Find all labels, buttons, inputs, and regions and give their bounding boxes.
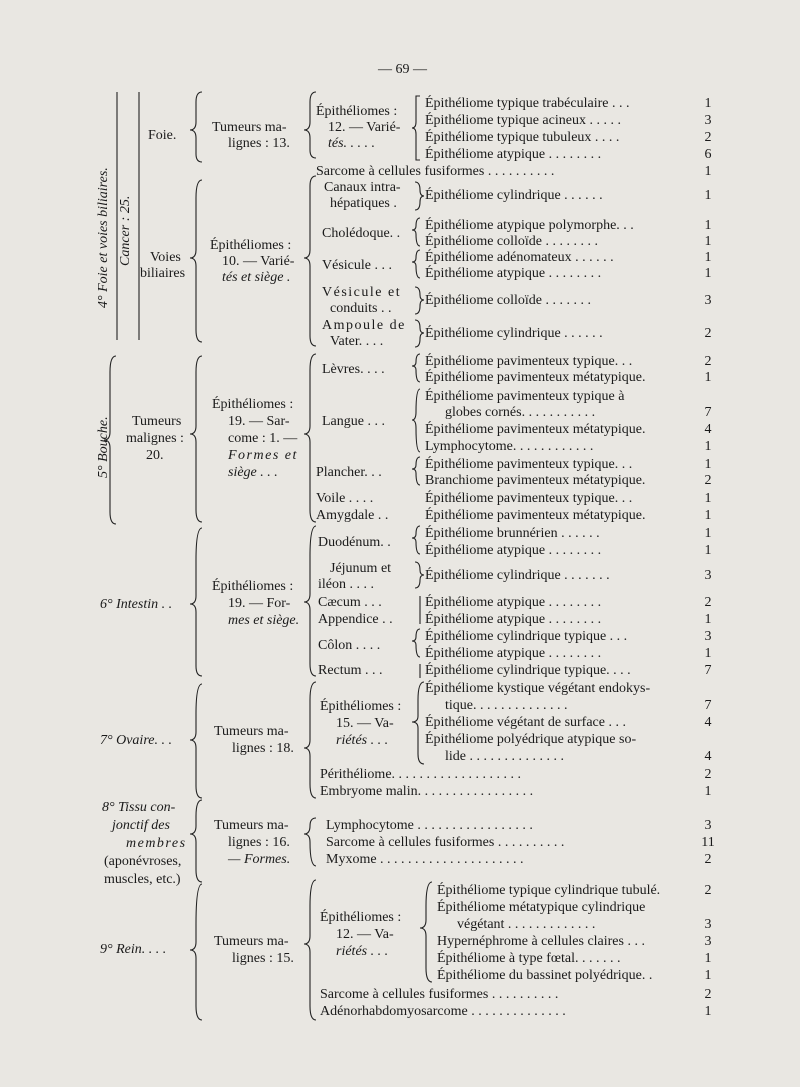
appendice-count: 1 — [704, 612, 712, 627]
intestin-epith-1: Épithéliomes : — [212, 579, 294, 594]
ovaire-tumeurs-1: Tumeurs ma- — [214, 724, 289, 739]
appendice-row: Épithéliome atypique . . . . . . . . — [425, 612, 602, 627]
foie-sarcome: Sarcome à cellules fusiformes . . . . . . . . . . — [316, 164, 555, 179]
section-title-bouche: 5° Bouche. — [96, 416, 111, 478]
amygdale-count: 1 — [704, 508, 712, 523]
plancher-count-1: 1 — [704, 457, 712, 472]
ovaire-row-5: lide . . . . . . . . . . . . . . — [445, 749, 564, 764]
tissu-row-2: Sarcome à cellules fusiformes . . . . . . . . . . — [326, 835, 565, 850]
section-title-foie: 4° Foie et voies biliaires. — [96, 167, 111, 308]
voies-epith-1: Épithéliomes : — [210, 238, 292, 253]
colon-row-1: Épithéliome cylindrique typique . . . — [425, 629, 628, 644]
vesicule-conduits-1: Vésicule et — [322, 285, 402, 300]
duodenum-count-2: 1 — [704, 543, 712, 558]
foie-count-2: 3 — [704, 113, 712, 128]
choledoque-count-1: 1 — [704, 218, 712, 233]
caecum: Cæcum . . . — [318, 595, 382, 610]
bouche-epith-4: Formes et — [228, 448, 298, 463]
ovaire-tumeurs-2: lignes : 18. — [232, 741, 294, 756]
intestin-epith-2: 19. — For- — [228, 596, 291, 611]
ampoule-2: Vater. . . . — [330, 334, 384, 349]
colon: Côlon . . . . — [318, 638, 381, 653]
vesicule-conduits-2: conduits . . — [330, 301, 392, 316]
rectum: Rectum . . . — [318, 663, 383, 678]
langue-count-2: 7 — [704, 405, 712, 420]
foie-count-1: 1 — [704, 96, 712, 111]
embryome: Embryome malin. . . . . . . . . . . . . . . . . — [320, 784, 534, 799]
voies-label-1: Voies — [150, 250, 181, 265]
canaux-2: hépatiques . — [330, 196, 397, 211]
rein-count-1: 2 — [704, 883, 712, 898]
bouche-tumeurs-3: 20. — [146, 448, 164, 463]
appendice: Appendice . . — [318, 612, 393, 627]
rein-epith-2: 12. — Va- — [336, 927, 394, 942]
foie-row-4: Épithéliome atypique . . . . . . . . — [425, 147, 602, 162]
tissu-tumeurs-2: lignes : 16. — [228, 835, 290, 850]
caecum-count: 2 — [704, 595, 712, 610]
langue-row-3: Épithéliome pavimenteux métatypique. — [425, 422, 646, 437]
plancher-row-1: Épithéliome pavimenteux typique. . . — [425, 457, 633, 472]
voies-epith-3: tés et siège . — [222, 270, 291, 285]
duodenum-count-1: 1 — [704, 526, 712, 541]
rectum-count: 7 — [704, 663, 712, 678]
amygdale: Amygdale . . — [316, 508, 389, 523]
jejunum-1: Jéjunum et — [330, 561, 392, 576]
ampoule-row: Épithéliome cylindrique . . . . . . — [425, 326, 603, 341]
vesicule-conduits-count: 3 — [704, 293, 712, 308]
langue-row-4: Lymphocytome. . . . . . . . . . . . — [425, 439, 594, 454]
ovaire-count-2: 7 — [704, 698, 712, 713]
vesicule-conduits-row: Épithéliome colloïde . . . . . . . — [425, 293, 592, 308]
choledoque-row-2: Épithéliome colloïde . . . . . . . . — [425, 234, 599, 249]
tissu-row-1: Lymphocytome . . . . . . . . . . . . . . . . . — [326, 818, 533, 833]
rein-epith-3: riétés . . . — [336, 944, 389, 959]
bouche-epith-2: 19. — Sar- — [228, 414, 290, 429]
tissu-label-3: membres — [126, 836, 187, 851]
levres-row-1: Épithéliome pavimenteux typique. . . — [425, 354, 633, 369]
ampoule-1: Ampoule de — [322, 318, 406, 333]
levres-row-2: Épithéliome pavimenteux métatypique. — [425, 370, 646, 385]
rein-row-4: Hypernéphrome à cellules claires . . . — [437, 934, 645, 949]
vesicule: Vésicule . . . — [322, 258, 392, 273]
duodenum-row-2: Épithéliome atypique . . . . . . . . — [425, 543, 602, 558]
rein-count-6: 1 — [704, 968, 712, 983]
bouche-epith-1: Épithéliomes : — [212, 397, 294, 412]
ovaire-row-2: tique. . . . . . . . . . . . . . — [445, 698, 568, 713]
ovaire-epith-2: 15. — Va- — [336, 716, 394, 731]
rein-count-4: 3 — [704, 934, 712, 949]
foie-row-1: Épithéliome typique trabéculaire . . . — [425, 96, 630, 111]
rein-row-3: végétant . . . . . . . . . . . . . — [457, 917, 596, 932]
perithéliome-count: 2 — [704, 767, 712, 782]
ovaire-row-3: Épithéliome végétant de surface . . . — [425, 715, 626, 730]
duodenum-row-1: Épithéliome brunnérien . . . . . . — [425, 526, 600, 541]
ovaire-label: 7° Ovaire. . . — [100, 733, 172, 748]
rein-sarcome-count: 2 — [704, 987, 712, 1002]
ovaire-row-1: Épithéliome kystique végétant endokys- — [425, 681, 651, 696]
bouche-epith-3: come : 1. — — [228, 431, 298, 446]
levres-count-2: 1 — [704, 370, 712, 385]
foie-count-3: 2 — [704, 130, 712, 145]
bouche-tumeurs-1: Tumeurs — [132, 414, 182, 429]
foie-epith-2: 12. — Varié- — [328, 120, 401, 135]
langue-count-3: 4 — [704, 422, 712, 437]
cancer-count: Cancer : 25. — [118, 195, 133, 266]
foie-row-3: Épithéliome typique tubuleux . . . . — [425, 130, 620, 145]
tissu-row-3: Myxome . . . . . . . . . . . . . . . . . . . . . — [326, 852, 524, 867]
choledoque: Cholédoque. . — [322, 226, 401, 241]
tissu-label-4: (aponévroses, — [104, 854, 182, 869]
voile-count: 1 — [704, 491, 712, 506]
duodenum: Duodénum. . — [318, 535, 391, 550]
rein-epith-1: Épithéliomes : — [320, 910, 402, 925]
vesicule-count-1: 1 — [704, 250, 712, 265]
choledoque-count-2: 1 — [704, 234, 712, 249]
tissu-tumeurs-3: — Formes. — [228, 852, 291, 867]
jejunum-2: iléon . . . . — [318, 577, 374, 592]
rein-label: 9° Rein. . . . — [100, 942, 167, 957]
plancher-count-2: 2 — [704, 473, 712, 488]
foie-epith-1: Épithéliomes : — [316, 104, 398, 119]
foie-tumeurs-2: lignes : 13. — [228, 136, 290, 151]
vesicule-row-2: Épithéliome atypique . . . . . . . . — [425, 266, 602, 281]
rein-row-1: Épithéliome typique cylindrique tubulé. — [437, 883, 661, 898]
tissu-label-2: jonctif des — [112, 818, 170, 833]
rein-row-6: Épithéliome du bassinet polyédrique. . — [437, 968, 653, 983]
bouche-tumeurs-2: malignes : — [126, 431, 184, 446]
voile: Voile . . . . — [316, 491, 374, 506]
foie-label: Foie. — [148, 128, 177, 143]
ovaire-count-3: 4 — [704, 715, 712, 730]
ovaire-epith-3: riétés . . . — [336, 733, 389, 748]
tissu-label-1: 8° Tissu con- — [102, 800, 176, 815]
amygdale-row: Épithéliome pavimenteux métatypique. — [425, 508, 646, 523]
tissu-label-5: muscles, etc.) — [104, 872, 181, 887]
langue-row-2: globes cornés. . . . . . . . . . . — [445, 405, 596, 420]
tissu-count-3: 2 — [704, 852, 712, 867]
vesicule-count-2: 1 — [704, 266, 712, 281]
rein-adeno: Adénorhabdomyosarcome . . . . . . . . . . . . . . — [320, 1004, 566, 1019]
colon-count-2: 1 — [704, 646, 712, 661]
foie-epith-3: tés. . . . . — [328, 136, 376, 151]
ovaire-count-5: 4 — [704, 749, 712, 764]
ampoule-count: 2 — [704, 326, 712, 341]
plancher: Plancher. . . — [316, 465, 382, 480]
canaux-count: 1 — [704, 188, 712, 203]
colon-count-1: 3 — [704, 629, 712, 644]
bouche-epith-5: siège . . . — [228, 465, 278, 480]
rectum-row: Épithéliome cylindrique typique. . . . — [425, 663, 631, 678]
rein-row-2: Épithéliome métatypique cylindrique — [437, 900, 646, 915]
ovaire-epith-1: Épithéliomes : — [320, 699, 402, 714]
levres-count-1: 2 — [704, 354, 712, 369]
plancher-row-2: Branchiome pavimenteux métatypique. — [425, 473, 646, 488]
canaux-1: Canaux intra- — [324, 180, 401, 195]
voies-epith-2: 10. — Varié- — [222, 254, 295, 269]
rein-count-3: 3 — [704, 917, 712, 932]
langue: Langue . . . — [322, 414, 385, 429]
jejunum-count: 3 — [704, 568, 712, 583]
tissu-count-1: 3 — [704, 818, 712, 833]
langue-row-1: Épithéliome pavimenteux typique à — [425, 389, 625, 404]
colon-row-2: Épithéliome atypique . . . . . . . . — [425, 646, 602, 661]
embryome-count: 1 — [704, 784, 712, 799]
foie-sarcome-count: 1 — [704, 164, 712, 179]
rein-row-5: Épithéliome à type fœtal. . . . . . . — [437, 951, 621, 966]
rein-adeno-count: 1 — [704, 1004, 712, 1019]
canaux-row: Épithéliome cylindrique . . . . . . — [425, 188, 603, 203]
rein-tumeurs-2: lignes : 15. — [232, 951, 294, 966]
foie-count-4: 6 — [704, 147, 712, 162]
vesicule-row-1: Épithéliome adénomateux . . . . . . — [425, 250, 614, 265]
jejunum-row: Épithéliome cylindrique . . . . . . . — [425, 568, 610, 583]
perithéliome: Périthéliome. . . . . . . . . . . . . . . . . . . — [320, 767, 522, 782]
rein-count-5: 1 — [704, 951, 712, 966]
rein-sarcome: Sarcome à cellules fusiformes . . . . . . . . . . — [320, 987, 559, 1002]
caecum-row: Épithéliome atypique . . . . . . . . — [425, 595, 602, 610]
tissu-count-2: 11 — [701, 835, 715, 850]
voile-row: Épithéliome pavimenteux typique. . . — [425, 491, 633, 506]
foie-tumeurs-1: Tumeurs ma- — [212, 120, 287, 135]
ovaire-row-4: Épithéliome polyédrique atypique so- — [425, 732, 637, 747]
foie-row-2: Épithéliome typique acineux . . . . . — [425, 113, 621, 128]
intestin-epith-3: mes et siège. — [228, 613, 300, 628]
voies-label-2: biliaires — [140, 266, 186, 281]
tissu-tumeurs-1: Tumeurs ma- — [214, 818, 289, 833]
levres: Lèvres. . . . — [322, 362, 385, 377]
langue-count-4: 1 — [704, 439, 712, 454]
page-number: — 69 — — [378, 62, 427, 77]
intestin-label: 6° Intestin . . — [100, 597, 173, 612]
rein-tumeurs-1: Tumeurs ma- — [214, 934, 289, 949]
choledoque-row-1: Épithéliome atypique polymorphe. . . — [425, 218, 634, 233]
